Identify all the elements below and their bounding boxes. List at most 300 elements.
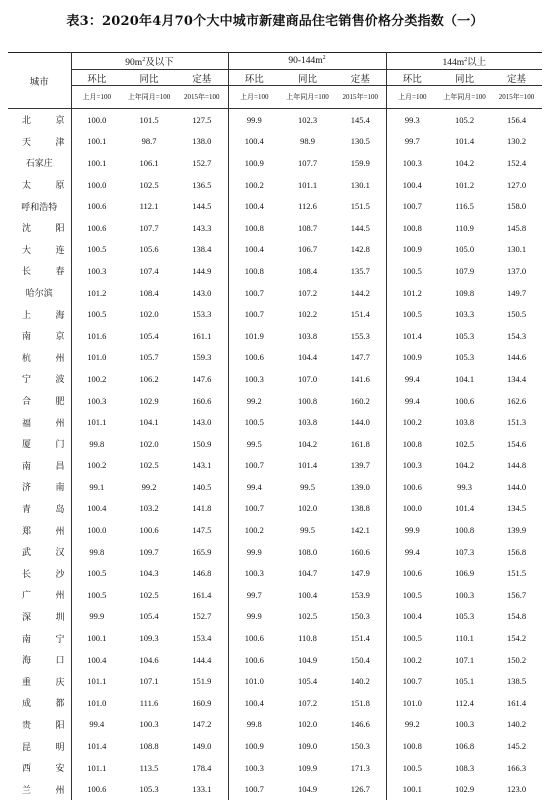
city-name-char: 合 [22,394,31,407]
index-value-cell: 147.9 [335,562,386,584]
index-value-cell: 99.3 [438,476,491,498]
index-value-cell: 105.6 [122,239,176,261]
index-value-cell: 100.0 [71,519,122,541]
index-value-cell: 144.2 [335,282,386,304]
index-value-cell: 137.0 [491,260,542,282]
table-row [8,498,542,520]
index-value-cell: 100.2 [228,519,280,541]
index-value-cell: 166.3 [491,757,542,779]
index-value-cell: 149.0 [176,735,228,757]
index-value-cell: 143.1 [176,455,228,477]
table-row [8,109,542,131]
index-value-cell: 151.4 [335,627,386,649]
index-value-cell: 107.4 [122,260,176,282]
index-value-cell: 100.7 [228,282,280,304]
index-value-cell: 108.8 [122,735,176,757]
index-value-cell: 100.5 [228,411,280,433]
city-cell [8,325,71,347]
city-name-char: 宁 [22,372,31,385]
index-value-cell: 113.5 [122,757,176,779]
index-value-cell: 138.0 [176,131,228,153]
index-value-cell: 105.3 [438,606,491,628]
table-row [8,131,542,153]
index-value-cell: 100.1 [71,627,122,649]
index-value-cell: 100.4 [228,239,280,261]
index-value-cell: 101.1 [71,670,122,692]
sub-header-fixed-base: 定基 [491,70,542,86]
index-value-cell: 156.7 [491,584,542,606]
table-row [8,714,542,736]
index-value-cell: 100.7 [228,455,280,477]
city-name-char: 海 [55,308,64,321]
index-value-cell: 104.1 [438,368,491,390]
index-value-cell: 143.3 [176,217,228,239]
city-name-char: 春 [55,264,64,277]
index-value-cell: 103.3 [438,303,491,325]
index-value-cell: 100.7 [386,195,438,217]
city-cell [8,433,71,455]
city-name [8,372,71,385]
city-name-char: 州 [55,783,64,796]
index-value-cell: 104.3 [122,562,176,584]
table-row [8,627,542,649]
city-cell [8,692,71,714]
index-value-cell: 153.4 [176,627,228,649]
index-value-cell: 100.4 [386,174,438,196]
index-value-cell: 152.7 [176,152,228,174]
index-value-cell: 98.7 [122,131,176,153]
index-value-cell: 100.3 [438,584,491,606]
index-value-cell: 105.2 [438,109,491,131]
index-value-cell: 100.5 [386,627,438,649]
table-row [8,649,542,671]
index-value-cell: 150.3 [335,735,386,757]
index-value-cell: 139.9 [491,519,542,541]
index-value-cell: 99.4 [386,368,438,390]
index-value-cell: 100.4 [228,195,280,217]
index-value-cell: 100.6 [71,217,122,239]
index-value-cell: 150.9 [176,433,228,455]
index-value-cell: 100.6 [386,562,438,584]
index-value-cell: 110.8 [280,627,335,649]
index-value-cell: 105.0 [438,239,491,261]
index-value-cell: 149.7 [491,282,542,304]
city-name-char: 济 [22,480,31,493]
city-name [8,308,71,321]
table-row [8,778,542,800]
index-value-cell: 110.9 [438,217,491,239]
table-row [8,562,542,584]
sub-header-mom: 环比 [386,70,438,86]
city-cell [8,649,71,671]
index-value-cell: 101.6 [71,325,122,347]
city-name-char: 原 [55,178,64,191]
index-value-cell: 100.8 [280,390,335,412]
index-value-cell: 100.4 [280,584,335,606]
city-name [8,653,71,666]
index-value-cell: 127.5 [176,109,228,131]
index-value-cell: 107.9 [438,260,491,282]
index-value-cell: 99.5 [280,519,335,541]
index-value-cell: 156.4 [491,109,542,131]
index-value-cell: 104.2 [280,433,335,455]
index-value-cell: 104.9 [280,778,335,800]
index-value-cell: 107.1 [122,670,176,692]
index-value-cell: 147.6 [176,368,228,390]
city-name-char: 长 [22,567,31,580]
index-value-cell: 105.4 [280,670,335,692]
city-name-char: 长 [22,264,31,277]
index-value-cell: 161.4 [176,584,228,606]
index-value-cell: 100.0 [71,109,122,131]
index-value-cell: 100.7 [228,498,280,520]
index-value-cell: 99.5 [280,476,335,498]
index-value-cell: 144.5 [335,217,386,239]
city-cell [8,541,71,563]
city-name-char: 广 [22,588,31,601]
index-value-cell: 100.2 [386,649,438,671]
index-value-cell: 99.9 [228,541,280,563]
table-row [8,476,542,498]
index-value-cell: 100.8 [228,260,280,282]
index-value-cell: 162.6 [491,390,542,412]
index-value-cell: 99.4 [228,476,280,498]
index-value-cell: 104.2 [438,152,491,174]
index-value-cell: 99.9 [228,606,280,628]
index-value-cell: 101.1 [280,174,335,196]
index-value-cell: 102.2 [280,303,335,325]
index-value-cell: 99.7 [386,131,438,153]
index-value-cell: 100.0 [71,174,122,196]
table-row [8,519,542,541]
index-value-cell: 134.5 [491,498,542,520]
index-value-cell: 150.3 [335,606,386,628]
city-name-char: 南 [22,632,31,645]
city-name [8,221,71,234]
city-name-char: 沈 [22,221,31,234]
index-value-cell: 100.3 [386,455,438,477]
index-value-cell: 100.5 [71,584,122,606]
index-value-cell: 109.8 [438,282,491,304]
index-value-cell: 99.7 [228,584,280,606]
sub-header-mom: 环比 [228,70,280,86]
group-header-under-90: $90m^2$及以下 [71,53,228,70]
index-value-cell: 142.8 [335,239,386,261]
table-row [8,411,542,433]
index-value-cell: 98.9 [280,131,335,153]
index-value-cell: 100.2 [71,455,122,477]
index-value-cell: 144.9 [176,260,228,282]
index-value-cell: 100.1 [71,152,122,174]
city-name [8,480,71,493]
index-value-cell: 154.2 [491,627,542,649]
city-name [8,351,71,364]
index-value-cell: 152.7 [176,606,228,628]
index-value-cell: 102.0 [280,498,335,520]
index-value-cell: 112.1 [122,195,176,217]
index-value-cell: 101.4 [280,455,335,477]
city-name-char: 上 [22,308,31,321]
index-value-cell: 100.3 [122,714,176,736]
index-value-cell: 105.4 [122,606,176,628]
index-value-cell: 102.5 [438,433,491,455]
index-value-cell: 100.1 [386,778,438,800]
table-row [8,606,542,628]
index-value-cell: 100.0 [386,498,438,520]
city-cell [8,347,71,369]
index-value-cell: 141.8 [176,498,228,520]
index-value-cell: 100.4 [386,606,438,628]
index-value-cell: 154.8 [491,606,542,628]
index-value-cell: 154.6 [491,433,542,455]
index-value-cell: 108.7 [280,217,335,239]
index-value-cell: 151.5 [335,195,386,217]
index-value-cell: 101.9 [228,325,280,347]
index-value-cell: 108.4 [280,260,335,282]
table-row [8,455,542,477]
city-name-char: 海 [22,653,31,666]
index-value-cell: 100.8 [386,217,438,239]
index-value-cell: 139.7 [335,455,386,477]
index-value-cell: 178.4 [176,757,228,779]
city-cell [8,390,71,412]
city-name-char: 州 [55,416,64,429]
group-header-over-144: $144m^2$以上 [386,53,542,70]
index-value-cell: 100.5 [386,757,438,779]
index-value-cell: 104.6 [122,649,176,671]
index-value-cell: 142.1 [335,519,386,541]
sub-header-yoy: 同比 [122,70,176,86]
table-body [8,109,542,800]
index-value-cell: 100.3 [438,714,491,736]
city-cell [8,714,71,736]
city-name [8,178,71,191]
city-name-char: 青 [22,502,31,515]
index-value-cell: 100.3 [228,562,280,584]
index-value-cell: 105.4 [122,325,176,347]
index-value-cell: 147.7 [335,347,386,369]
index-value-cell: 101.5 [122,109,176,131]
index-value-cell: 107.7 [122,217,176,239]
index-value-cell: 100.4 [71,498,122,520]
index-value-cell: 99.3 [386,109,438,131]
city-name-char: 岛 [55,502,64,515]
sub-header-mom: 环比 [71,70,122,86]
index-value-cell: 108.3 [438,757,491,779]
sub-header-fixed-base: 定基 [176,70,228,86]
index-value-cell: 101.4 [438,131,491,153]
city-name-char: 南 [22,329,31,342]
index-value-cell: 100.3 [228,757,280,779]
index-value-cell: 151.3 [491,411,542,433]
city-cell [8,152,71,174]
city-name [8,632,71,645]
index-value-cell: 100.6 [228,649,280,671]
group-header-90-144: $90-144m^2$ [228,53,386,70]
index-value-cell: 100.2 [71,368,122,390]
index-value-cell: 156.8 [491,541,542,563]
index-value-cell: 102.5 [122,174,176,196]
index-value-cell: 139.0 [335,476,386,498]
index-value-cell: 134.4 [491,368,542,390]
table-row [8,325,542,347]
index-value-cell: 100.3 [71,260,122,282]
city-name-char: 郑 [22,524,31,537]
table-row [8,692,542,714]
table-row [8,757,542,779]
base-label-prev-year: 上年同月=100 [438,86,491,109]
city-name-char: 杭 [22,351,31,364]
city-name-char: 福 [22,416,31,429]
city-name [8,588,71,601]
table-row [8,433,542,455]
index-value-cell: 100.6 [122,519,176,541]
index-value-cell: 100.4 [228,131,280,153]
index-value-cell: 102.0 [122,433,176,455]
index-value-cell: 101.0 [71,347,122,369]
index-value-cell: 100.9 [386,347,438,369]
city-name-char: 阳 [55,221,64,234]
city-name [8,718,71,731]
index-value-cell: 100.9 [228,735,280,757]
index-value-cell: 159.3 [176,347,228,369]
index-value-cell: 106.7 [280,239,335,261]
table-row [8,239,542,261]
index-value-cell: 100.3 [386,152,438,174]
city-cell [8,368,71,390]
base-label-prev-year: 上年同月=100 [280,86,335,109]
index-value-cell: 109.9 [280,757,335,779]
base-label-2015: 2015年=100 [491,86,542,109]
table-title: 表3：2020年4月70个大中城市新建商品住宅销售价格分类指数（一） [0,10,550,29]
city-name-char: 京 [55,113,64,126]
index-value-cell: 100.7 [228,778,280,800]
index-value-cell: 100.9 [386,239,438,261]
index-value-cell: 101.1 [71,757,122,779]
index-value-cell: 138.5 [491,670,542,692]
city-name-char: 沙 [55,567,64,580]
sub-header-yoy: 同比 [438,70,491,86]
city-name [8,416,71,429]
city-name-char: 西 [22,761,31,774]
index-value-cell: 165.9 [176,541,228,563]
index-value-cell: 100.7 [228,303,280,325]
index-value-cell: 101.2 [438,174,491,196]
base-label-prev-year: 上年同月=100 [122,86,176,109]
index-value-cell: 130.1 [335,174,386,196]
index-value-cell: 151.5 [491,562,542,584]
index-value-cell: 100.3 [71,390,122,412]
index-value-cell: 103.8 [280,325,335,347]
index-value-cell: 160.6 [176,390,228,412]
index-value-cell: 109.0 [280,735,335,757]
city-name [8,264,71,277]
index-value-cell: 110.1 [438,627,491,649]
index-value-cell: 101.2 [386,282,438,304]
index-value-cell: 100.4 [71,649,122,671]
city-name-char: 深 [22,610,31,623]
index-value-cell: 127.0 [491,174,542,196]
table-row [8,174,542,196]
index-value-cell: 100.5 [386,260,438,282]
index-value-cell: 104.7 [280,562,335,584]
index-value-cell: 101.4 [438,498,491,520]
index-value-cell: 107.2 [280,692,335,714]
city-name [8,696,71,709]
table-row [8,260,542,282]
index-value-cell: 153.9 [335,584,386,606]
index-value-cell: 100.6 [228,627,280,649]
city-name-char: 明 [55,740,64,753]
city-name [8,545,71,558]
index-value-cell: 136.5 [176,174,228,196]
base-label-prev-month: 上月=100 [71,86,122,109]
index-value-cell: 130.1 [491,239,542,261]
city-name [8,243,71,256]
index-value-cell: 150.4 [335,649,386,671]
index-value-cell: 153.3 [176,303,228,325]
city-name-char: 重 [22,675,31,688]
index-value-cell: 101.4 [386,325,438,347]
index-value-cell: 101.2 [71,282,122,304]
city-name-char: 南 [55,480,64,493]
index-value-cell: 130.5 [335,131,386,153]
city-cell [8,109,71,131]
city-name-char: 州 [55,588,64,601]
index-value-cell: 100.2 [228,174,280,196]
index-value-cell: 106.1 [122,152,176,174]
index-value-cell: 151.9 [176,670,228,692]
table-row [8,217,542,239]
index-value-cell: 160.6 [335,541,386,563]
index-value-cell: 150.5 [491,303,542,325]
base-label-prev-month: 上月=100 [386,86,438,109]
index-value-cell: 144.4 [176,649,228,671]
city-name [8,610,71,623]
index-value-cell: 99.9 [386,519,438,541]
city-cell [8,411,71,433]
index-value-cell: 107.7 [280,152,335,174]
index-value-cell: 151.4 [335,303,386,325]
index-value-cell: 100.6 [386,476,438,498]
sub-header-fixed-base: 定基 [335,70,386,86]
index-value-cell: 104.1 [122,411,176,433]
index-value-cell: 160.2 [335,390,386,412]
index-value-cell: 105.3 [122,778,176,800]
index-value-cell: 107.1 [438,649,491,671]
city-name-char: 成 [22,696,31,709]
city-cell [8,757,71,779]
index-value-cell: 154.3 [491,325,542,347]
index-value-cell: 102.9 [438,778,491,800]
index-value-cell: 101.0 [386,692,438,714]
city-cell [8,131,71,153]
index-value-cell: 99.2 [122,476,176,498]
city-name-char: 都 [55,696,64,709]
city-name [8,675,71,688]
index-value-cell: 99.8 [71,541,122,563]
index-value-cell: 102.9 [122,390,176,412]
index-value-cell: 104.9 [280,649,335,671]
price-index-table [8,52,542,800]
table-row [8,347,542,369]
city-name [8,740,71,753]
index-value-cell: 109.3 [122,627,176,649]
city-name [8,783,71,796]
table-row [8,303,542,325]
city-cell [8,239,71,261]
table-row [8,195,542,217]
